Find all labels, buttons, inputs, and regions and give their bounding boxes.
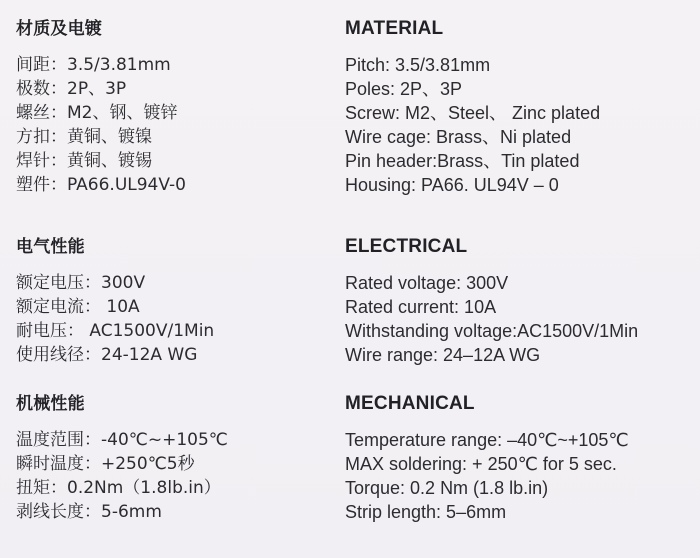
- spec-row: Pin header:Brass、Tin plated: [345, 151, 580, 171]
- spec-row: Screw: M2、Steel、 Zinc plated: [345, 103, 601, 123]
- spec-row: Torque: 0.2 Nm (1.8 lb.in): [345, 478, 549, 498]
- spec-row: Wire range: 24–12A WG: [345, 345, 541, 365]
- section-title: MECHANICAL: [345, 393, 475, 414]
- section-title: 材质及电镀: [16, 19, 102, 39]
- spec-row: Rated voltage: 300V: [345, 273, 509, 293]
- spec-row: 间距：3.5/3.81mm: [16, 55, 171, 75]
- mechanical-section-zh: [16, 394, 326, 524]
- spec-row: 温度范围：-40℃~+105℃: [16, 430, 228, 450]
- section-title: ELECTRICAL: [345, 236, 468, 257]
- spec-row: Pitch: 3.5/3.81mm: [345, 55, 491, 75]
- electrical-section-en: [345, 237, 695, 367]
- material-section-zh: [16, 19, 326, 197]
- spec-row: Rated current: 10A: [345, 297, 497, 317]
- spec-row: 极数：2P、3P: [16, 79, 127, 99]
- mechanical-section-en: [345, 394, 695, 524]
- spec-row: 螺丝：M2、钢、镀锌: [16, 103, 178, 123]
- spec-row: MAX soldering: + 250℃ for 5 sec.: [345, 454, 617, 474]
- electrical-section-zh: [16, 237, 326, 367]
- spec-row: Strip length: 5–6mm: [345, 502, 507, 522]
- spec-row: Temperature range: –40℃~+105℃: [345, 430, 629, 450]
- spec-row: 瞬时温度：+250℃5秒: [16, 454, 195, 474]
- spec-row: 额定电流： 10A: [16, 297, 140, 317]
- spec-row: 方扣：黄铜、镀镍: [16, 127, 152, 147]
- spec-row: 塑件：PA66.UL94V-0: [16, 175, 186, 195]
- spec-row: Poles: 2P、3P: [345, 79, 463, 99]
- material-section-en: [345, 19, 695, 197]
- spec-row: 扭矩：0.2Nm（1.8lb.in）: [16, 478, 221, 498]
- spec-row: Withstanding voltage:AC1500V/1Min: [345, 321, 639, 341]
- spec-row: 额定电压：300V: [16, 273, 146, 293]
- spec-row: Wire cage: Brass、Ni plated: [345, 127, 572, 147]
- spec-row: 剥线长度：5-6mm: [16, 502, 162, 522]
- section-title: MATERIAL: [345, 18, 444, 39]
- spec-row: 耐电压： AC1500V/1Min: [16, 321, 215, 341]
- spec-row: 使用线径：24-12A WG: [16, 345, 198, 365]
- spec-row: Housing: PA66. UL94V – 0: [345, 175, 559, 195]
- section-title: 机械性能: [16, 394, 85, 414]
- section-title: 电气性能: [16, 237, 85, 257]
- spec-row: 焊针：黄铜、镀锡: [16, 151, 152, 171]
